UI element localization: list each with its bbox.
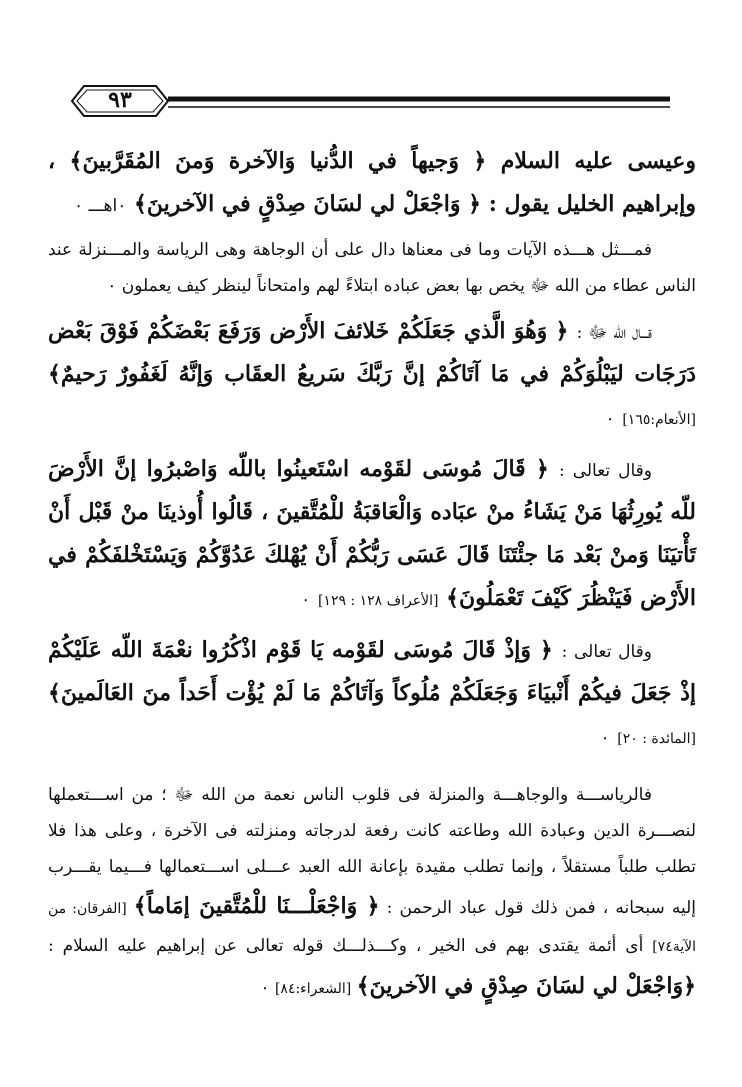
p6-text2: أى أئمة يقتدى بهم فى الخير ، وكـــذلـــك قوله تعالى عن إبراهيم عليه السلام : <box>48 936 644 956</box>
p1-after: ، وإبراهيم الخليل يقول : <box>48 148 696 217</box>
page-body <box>48 140 696 1014</box>
p3-quote: ﴿ وَهُوَ الَّذي جَعَلَكُمْ خَلائفَ الأَرْض وَرَفَعَ بَعْضَكُمْ فَوْقَ بَعْض دَرَجَات ليَبْلُوَكُمْ في مَا آتَاكُمْ إنَّ رَبَّكَ سَريعُ العقَاب وَإنَّهُ لَغَفُورٌ رَحيمٌ﴾ <box>48 318 696 387</box>
p1-quote: ﴿ وَجيهاً في الدُّنيا وَالآخرة وَمنَ المُقَرَّبينَ﴾ <box>69 148 487 174</box>
p5-quote: ﴿ وَإذْ قَالَ مُوسَى لقَوْمه يَا قَوْم اذْكُرُوا نعْمَةَ اللّه عَلَيْكُمْ إذْ جَعَلَ فيكُمْ أَنْبيَاءَ وَجَعَلَكُمْ مُلُوكاً وَآتَاكُمْ مَا لَمْ يُؤْت أَحَداً منَ العَالَمينَ﴾ <box>48 637 696 706</box>
paragraph-6 <box>48 777 696 1008</box>
paragraph-5 <box>48 629 696 761</box>
p4-tail: ٠ <box>301 590 311 610</box>
page-number: ٩٣ <box>108 87 132 113</box>
p5-intro: وقال تعالى : <box>561 642 652 662</box>
p4-intro: وقال تعالى : <box>559 461 652 481</box>
paragraph-4 <box>48 448 696 623</box>
p6-quote: ﴿ وَاجْعَلْـــنَا للْمُتَّقينَ إمَاماً﴾ <box>133 893 380 919</box>
paragraph-3 <box>48 310 696 442</box>
p1-quote2: ﴿ وَاجْعَلْ لي لسَانَ صِدْقٍ في الآخرينَ﴾ <box>134 191 482 217</box>
paragraph-2: فمـــثل هـــذه الآيات وما فى معناها دال على أن الوجاهة وهى الرياسة والمـــنزلة عند الناس عطاء من الله ﷻ يخص بها بعض عباده ابتلاءً لهم وامتحاناً لينظر كيف يعملون ٠ <box>48 240 696 296</box>
p6-quote2: ﴿وَاجْعَلْ لي لسَانَ صِدْقٍ في الآخرينَ﴾ <box>356 973 696 999</box>
p3-intro: قـــال الله ﷻ : <box>576 323 652 343</box>
paragraph-1 <box>48 140 696 226</box>
p3-tail: ٠ <box>605 409 615 429</box>
p4-ref: [الأعراف ١٢٨ : ١٢٩] <box>317 593 439 609</box>
p5-tail: ٠ <box>600 728 610 748</box>
p3-ref: [الأنعام:١٦٥] <box>622 412 696 428</box>
page-header <box>62 82 672 120</box>
p6-ref: [الفرقان: من الآية٧٤] <box>48 901 696 955</box>
p4-quote: ﴿ قَالَ مُوسَى لقَوْمه اسْتَعينُوا باللّه وَاصْبرُوا إنَّ الأَرْضَ للّه يُورِثُهَا مَنْ يَشَاءُ منْ عبَاده وَالْعَاقبَةُ للْمُتَّقينَ ، قَالُوا أُوذينَا منْ قَبْل أَنْ تَأْتيَنَا وَمنْ بَعْد مَا جئْتَنَا قَالَ عَسَى رَبُّكُمْ أَنْ يُهْلكَ عَدُوَّكُمْ وَيَسْتَخْلفَكُمْ في الأَرْض فَيَنْظُرَ كَيْفَ تَعْمَلُونَ﴾ <box>48 456 696 611</box>
p6-ref2: [الشعراء:٨٤] <box>274 981 352 997</box>
spacer <box>48 767 696 777</box>
p1-intro: وعيسى عليه السلام <box>500 148 696 174</box>
p1-tail: ٠اهـــ ٠ <box>74 196 127 216</box>
p6-text1: فالرياســـة والوجاهـــة والمنزلة فى قلوب الناس نعمة من الله ﷻ ؛ من اســـتعملها لنصـــرة الدين وعبادة الله وطاعته كانت رفعة لدرجاته ومنزلته فى الآخرة ، وعلى هذا فلا تطلب طلباً مستقلاً ، وإنما تطلب مقيدة بإعانة الله العبد عـــلى اســـتعمالها فـــيما يقـــرب إليه سبحانه ، فمن ذلك قول عباد الرحمن : <box>48 785 696 918</box>
p6-tail: ٠ <box>260 978 270 998</box>
p5-ref: [المائدة : ٢٠] <box>617 731 696 747</box>
